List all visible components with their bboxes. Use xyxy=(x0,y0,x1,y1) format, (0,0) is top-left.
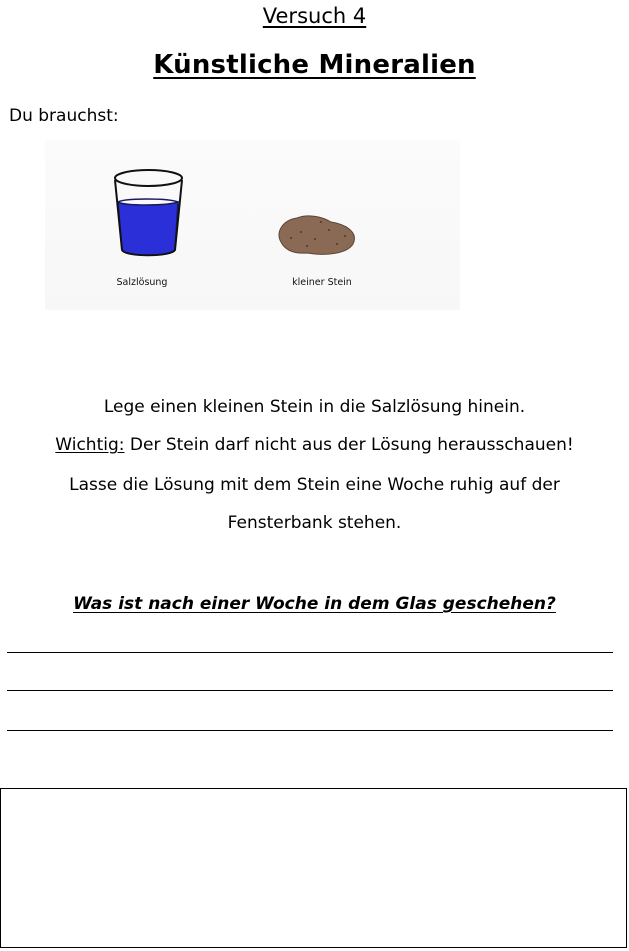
beaker-with-salt-solution-icon xyxy=(115,170,182,255)
instruction-line-2 xyxy=(0,434,629,456)
instruction-line-1: Lege einen kleinen Stein in die Salzlösung hinein. xyxy=(103,397,526,417)
drawing-answer-box[interactable] xyxy=(0,788,627,948)
materials-illustration xyxy=(45,140,460,310)
question-text: Was ist nach einer Woche in dem Glas geschehen? xyxy=(73,594,556,614)
important-text: Der Stein darf nicht aus der Lösung herausschauen! xyxy=(124,435,574,455)
instruction-line-3: Lasse die Lösung mit dem Stein eine Woche ruhig auf der xyxy=(69,475,560,495)
answer-writing-line[interactable] xyxy=(7,690,613,691)
small-stone-icon xyxy=(279,216,354,254)
important-label: Wichtig: xyxy=(55,435,125,455)
experiment-label: Versuch 4 xyxy=(262,4,367,28)
instruction-line-4: Fensterbank stehen. xyxy=(227,513,402,533)
material-label-salt-solution: Salzlösung xyxy=(116,277,168,288)
material-label-small-stone: kleiner Stein xyxy=(292,277,352,288)
materials-heading: Du brauchst: xyxy=(9,106,119,126)
page-title: Künstliche Mineralien xyxy=(153,50,476,80)
answer-writing-line[interactable] xyxy=(7,652,613,653)
answer-writing-line[interactable] xyxy=(7,730,613,731)
